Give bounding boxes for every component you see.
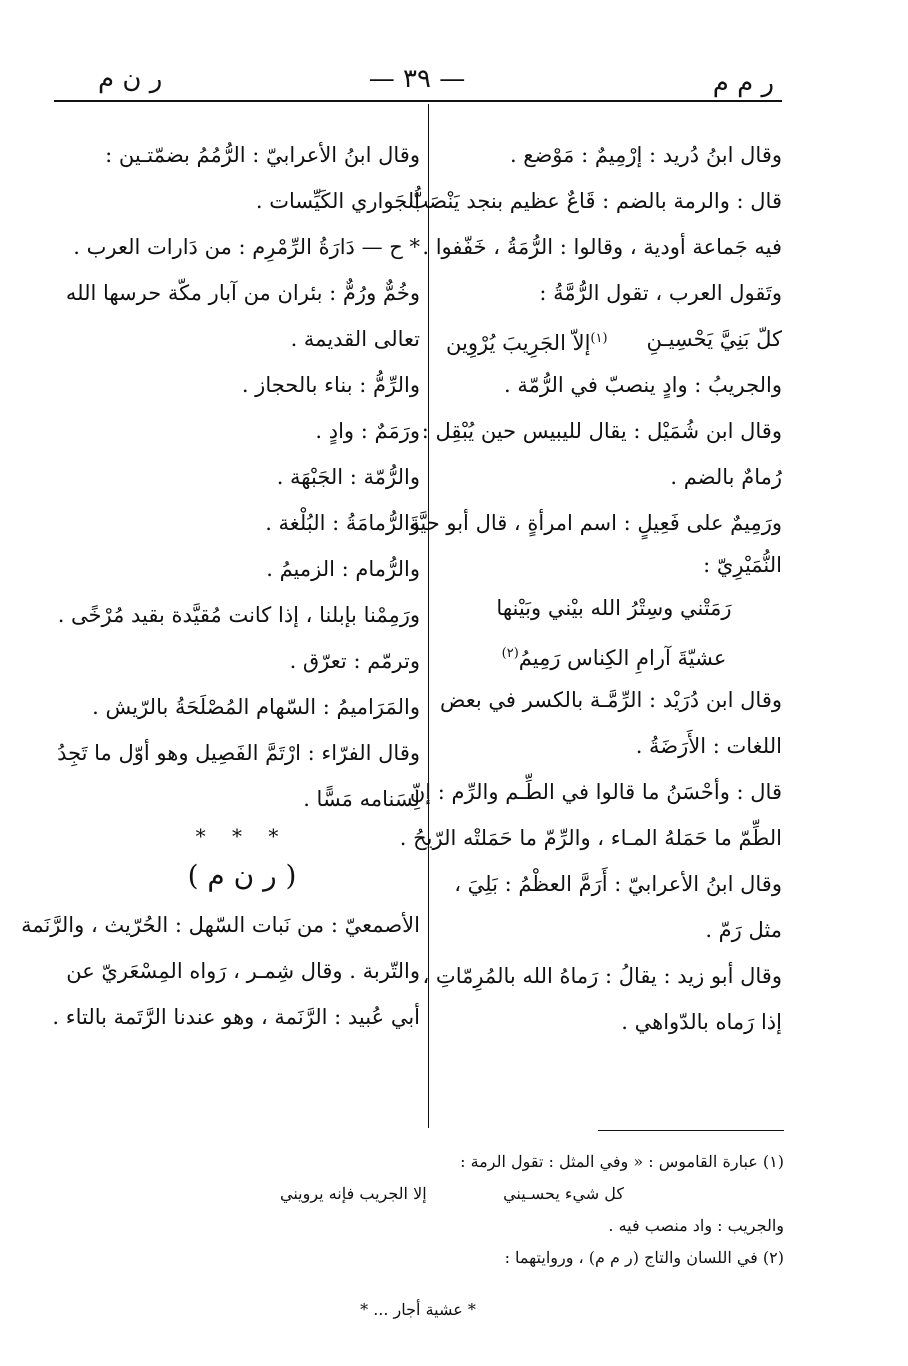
text-line: والجريبُ : وادٍ ينصبّ في الرُّمّة . xyxy=(504,373,782,397)
text-line: الطِّمّ ما حَمَلهُ المـاء ، والرِّمّ ما حَمَلتْه الرّيحُ . xyxy=(399,826,782,850)
text-line: والرِّمُّ : بناء بالحجاز . xyxy=(241,373,420,397)
footnote-line: والجريب : واد منصب فيه . xyxy=(608,1216,784,1235)
text-line: فيه جَماعة أودية ، وقالوا : الرُّمَةُ ، خَفّفوا . xyxy=(422,235,782,259)
footnote-verse xyxy=(150,1178,784,1210)
text-line: مثل رَمّ . xyxy=(705,918,782,942)
text-line: والتّربة . وقال شِمـر ، رَواه المِسْعَريّ عن xyxy=(66,959,420,983)
footnote-line: (٢) في اللسان والتاج (ر م م) ، وروايتهما : xyxy=(504,1248,784,1267)
header-rule xyxy=(54,100,782,102)
text-line: * ح — دَارَةُ الرِّمْرِم : من دَارات العرب . xyxy=(73,235,420,259)
text-line: ورَمِمْنا بإبلنا ، إذا كانت مُقيَّدة بقيد مُرْخًى . xyxy=(57,603,420,627)
footnote-verse-right: كل شيء يحسـيني xyxy=(503,1184,624,1203)
text-line: إذا رَماه بالدّواهي . xyxy=(621,1010,782,1034)
text-line: وقال ابن دُرَيْد : الرِّمَّـة بالكسر في بعض xyxy=(440,688,782,712)
text-line: تعالى القديمة . xyxy=(290,327,420,351)
text-line: وقال ابنُ دُريد : إرْمِيمٌ : مَوْضع . xyxy=(509,143,782,167)
verse-hemistich-left xyxy=(446,316,608,362)
footnote-rule xyxy=(598,1130,784,1131)
footnote-marker: (٢) xyxy=(501,646,519,661)
section-title: ( ر ن م ) xyxy=(187,859,297,892)
section-divider-stars: * * * xyxy=(195,824,289,848)
verse-hemistich-text: إلاّ الجَرِيبَ يُرْوِين xyxy=(446,331,591,355)
text-line: الجَواري الكَيِّسات . xyxy=(255,189,420,213)
text-line: ورَمَمٌ : وادٍ . xyxy=(315,419,420,443)
text-line: لِسَنامه مَسًّا . xyxy=(303,787,420,811)
text-line: رُمامٌ بالضم . xyxy=(670,465,782,489)
footnote-verse-fragment: * عشية أجار ... * xyxy=(360,1300,476,1319)
text-line: أبي عُبيد : الرَّنَمة ، وهو عندنا الرَّتَمة بالتاء . xyxy=(52,1005,420,1029)
text-line: وخُمٌّ ورُمٌّ : بئران من آبار مكّة حرسها الله xyxy=(65,281,420,305)
header-root-left: ر ن م xyxy=(98,64,163,94)
text-line: وقال ابنُ الأعرابيّ : الرُّمُمُ بضمّتـين : xyxy=(105,143,420,167)
footnote-line: (١) عبارة القاموس : « وفي المثل : تقول الرمة : xyxy=(460,1152,784,1171)
text-line: وقال الفرّاء : ارْتَمَّ الفَصِيل وهو أوّل ما تَجِدُ xyxy=(57,741,420,765)
text-line: وترمّم : تعرّق . xyxy=(289,649,420,673)
header-root-right: ر م م xyxy=(712,68,774,98)
left-column xyxy=(21,132,420,1040)
footnote-verse-left: إلا الجريب فإنه يرويني xyxy=(280,1184,427,1203)
text-line: وقال أبو زيد : يقالُ : رَماهُ الله بالمُرِمّاتِ ، xyxy=(422,964,782,988)
verse-line xyxy=(446,316,782,362)
text-line: والرُّمامَةُ : البُلْغة . xyxy=(265,511,420,535)
verse-text: عشيّةَ آرامِ الكِناس رَمِيمُ xyxy=(518,646,727,670)
text-line: قال : والرمة بالضم : قَاعٌ عظيم بنجد يَنْصَبُّ xyxy=(408,189,782,213)
text-line: ورَمِيمٌ على فَعِيلٍ : اسم امرأةٍ ، قال أبو حيَّةَ xyxy=(409,511,782,535)
text-line: النُّمَيْرِيّ : xyxy=(703,553,782,577)
right-column xyxy=(399,132,782,1045)
footnote-marker: (١) xyxy=(590,331,608,346)
page-header xyxy=(54,58,780,98)
text-line: قال : وأحْسَنُ ما قالوا في الطِّـم والرِّم : إنّ xyxy=(409,780,782,804)
text-line: وقال ابنُ الأعرابيّ : أَرَمَّ العظْمُ : بَلِيَ ، xyxy=(454,872,782,896)
text-line: والرُّمام : الزميمُ . xyxy=(266,557,420,581)
footnotes xyxy=(150,1146,784,1274)
text-line: والرُّمّة : الجَبْهَة . xyxy=(276,465,420,489)
verse-line: رَمَتْني وسِتْرُ الله بيْني وبَيْنها xyxy=(496,596,732,620)
text-line: وقال ابن شُمَيْل : يقال لليبيس حين يُبْقِل : xyxy=(421,419,782,443)
page-number: — ٣٩ — xyxy=(368,64,466,94)
text-line: وتَقول العرب ، تقول الرُّمَّةُ : xyxy=(539,281,782,305)
verse-hemistich-right: كلّ بَنِيَّ يَحْسِيـنِ xyxy=(646,327,782,351)
verse-line xyxy=(446,631,782,677)
text-line: والمَرَاميمُ : السّهام المُصْلَحَةُ بالرّيش . xyxy=(92,695,420,719)
text-line: اللغات : الأَرَضَةُ . xyxy=(635,734,782,758)
text-line: الأصمعيّ : من نَبات السّهل : الحُرّيث ، والرَّنَمة xyxy=(21,913,420,937)
